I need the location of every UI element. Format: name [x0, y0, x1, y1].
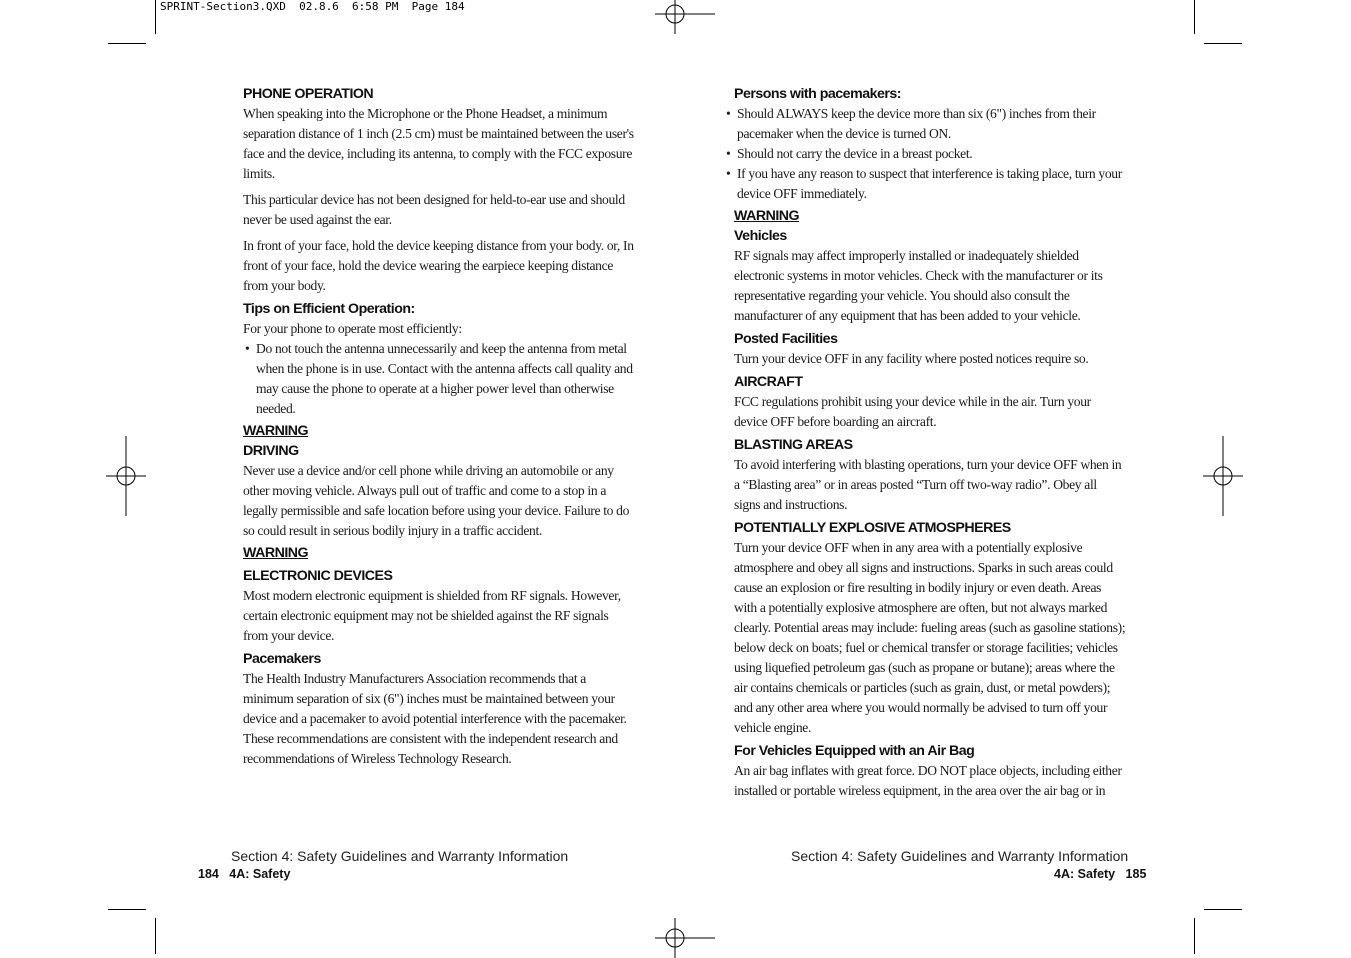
- list-item: • Should not carry the device in a breast pocket.: [724, 144, 1126, 164]
- registration-mark-icon: [106, 436, 146, 516]
- blasting-areas-heading: BLASTING AREAS: [734, 437, 853, 453]
- list-item: • Do not touch the antenna unnecessarily and keep the antenna from metal when the phone is in use. Contact with the antenna affects call quality and may cause the phone to operate at a higher power level than otherwise needed.: [245, 341, 633, 416]
- pacemaker-list: [724, 104, 1126, 204]
- crop-mark: [155, 0, 156, 34]
- crop-mark: [1194, 0, 1195, 34]
- print-slug: SPRINT-Section3.QXD 02.8.6 6:58 PM Page 184: [160, 0, 465, 13]
- pacemakers-heading: Pacemakers: [243, 651, 321, 667]
- explosive-atmospheres-paragraph: Turn your device OFF when in any area with a potentially explosive atmosphere and obey all signs and instructions. Sparks in such areas could cause an explosion or fire resulting in bodily injury or even death. Areas with a potentially explosive atmosphere are often, but not always marked clearly. Potential areas may include: fueling areas (such as gasoline stations); below deck on boats; fuel or chemical transfer or storage facilities; vehicles using liquefied petroleum gas (such as propane or butane); areas where the air contains chemicals or particles (such as grain, dust, or metal powders); and any other area where you would normally be advised to turn off your vehicle engine.: [734, 540, 1126, 735]
- footer-page-right: 4A: Safety 185: [1054, 867, 1147, 881]
- list-item: • Should ALWAYS keep the device more than six (6") inches from their pacemaker when the device is turned ON.: [726, 106, 1096, 141]
- held-to-ear-paragraph: This particular device has not been designed for held-to-ear use and should never be used against the ear.: [243, 192, 625, 227]
- footer-section-left: Section 4: Safety Guidelines and Warranty Information: [231, 848, 569, 864]
- explosive-atmospheres-heading: POTENTIALLY EXPLOSIVE ATMOSPHERES: [734, 520, 1011, 536]
- persons-with-pacemakers-heading: Persons with pacemakers:: [734, 86, 901, 102]
- tips-intro: For your phone to operate most efficiently:: [243, 321, 462, 336]
- bullet-icon: •: [726, 166, 731, 181]
- crop-mark: [1204, 43, 1242, 44]
- crop-mark: [1194, 918, 1195, 954]
- right-page-column: [726, 84, 1126, 801]
- bullet-icon: •: [245, 341, 250, 356]
- electronic-devices-paragraph: Most modern electronic equipment is shielded from RF signals. However, certain electronic equipment may not be shielded against the RF signals from your device.: [243, 588, 621, 643]
- air-bag-paragraph: An air bag inflates with great force. DO NOT place objects, including either installed or portable wireless equipment, in the area over the air bag or in: [734, 763, 1122, 798]
- footer-section-right: Section 4: Safety Guidelines and Warranty Information: [791, 848, 1129, 864]
- list-item: • If you have any reason to suspect that interference is taking place, turn your device OFF immediately.: [726, 166, 1122, 201]
- electronic-devices-heading: ELECTRONIC DEVICES: [243, 568, 393, 584]
- tips-list: [243, 339, 635, 419]
- registration-mark-icon: [1203, 436, 1243, 516]
- pacemakers-paragraph: The Health Industry Manufacturers Association recommends that a minimum separation of six (6") inches must be maintained between your device and a pacemaker to avoid potential interference with the pacemaker. These recommendations are consistent with the independent research and recommendations of Wireless Technology Research.: [243, 671, 627, 766]
- driving-paragraph: Never use a device and/or cell phone while driving an automobile or any other moving vehicle. Always pull out of traffic and come to a stop in a legally permissible and safe location before using your device. Failure to do so could result in serious bodily injury in a traffic accident.: [243, 463, 630, 538]
- face-distance-paragraph: In front of your face, hold the device keeping distance from your body. or, In front of your face, hold the device wearing the earpiece keeping distance from your body.: [243, 238, 634, 293]
- vehicles-paragraph: RF signals may affect improperly installed or inadequately shielded electronic systems in motor vehicles. Check with the manufacturer or its representative regarding your vehicle. You should also consult the manufacturer of any equipment that has been added to your vehicle.: [734, 248, 1103, 323]
- aircraft-paragraph: FCC regulations prohibit using your device while in the air. Turn your device OFF before boarding an aircraft.: [734, 394, 1091, 429]
- crop-mark: [1204, 909, 1242, 910]
- air-bag-heading: For Vehicles Equipped with an Air Bag: [734, 743, 975, 759]
- tips-heading: Tips on Efficient Operation:: [243, 301, 415, 317]
- posted-facilities-heading: Posted Facilities: [734, 331, 838, 347]
- warning-heading: WARNING: [243, 423, 309, 439]
- crop-mark: [108, 43, 146, 44]
- vehicles-heading: Vehicles: [734, 228, 787, 244]
- posted-facilities-paragraph: Turn your device OFF in any facility where posted notices require so.: [734, 351, 1089, 366]
- footer-page-left: 184 4A: Safety: [198, 867, 291, 881]
- left-page-column: [243, 84, 635, 769]
- phone-operation-heading: PHONE OPERATION: [243, 86, 374, 102]
- phone-operation-paragraph: When speaking into the Microphone or the Phone Headset, a minimum separation distance of 1 inch (2.5 cm) must be maintained between the user's face and the device, including its antenna, to comply with the FCC exposure limits.: [243, 106, 634, 181]
- crop-mark: [108, 909, 146, 910]
- blasting-areas-paragraph: To avoid interfering with blasting operations, turn your device OFF when in a “Blasting area” or in areas posted “Turn off two-way radio”. Obey all signs and instructions.: [734, 457, 1122, 512]
- registration-mark-icon: [655, 0, 715, 34]
- driving-heading: DRIVING: [243, 443, 299, 459]
- registration-mark-icon: [655, 918, 715, 958]
- warning-heading: WARNING: [734, 208, 800, 224]
- aircraft-heading: AIRCRAFT: [734, 374, 803, 390]
- bullet-icon: •: [726, 106, 731, 121]
- warning-heading: WARNING: [243, 545, 309, 561]
- bullet-icon: •: [726, 146, 731, 161]
- crop-mark: [155, 918, 156, 954]
